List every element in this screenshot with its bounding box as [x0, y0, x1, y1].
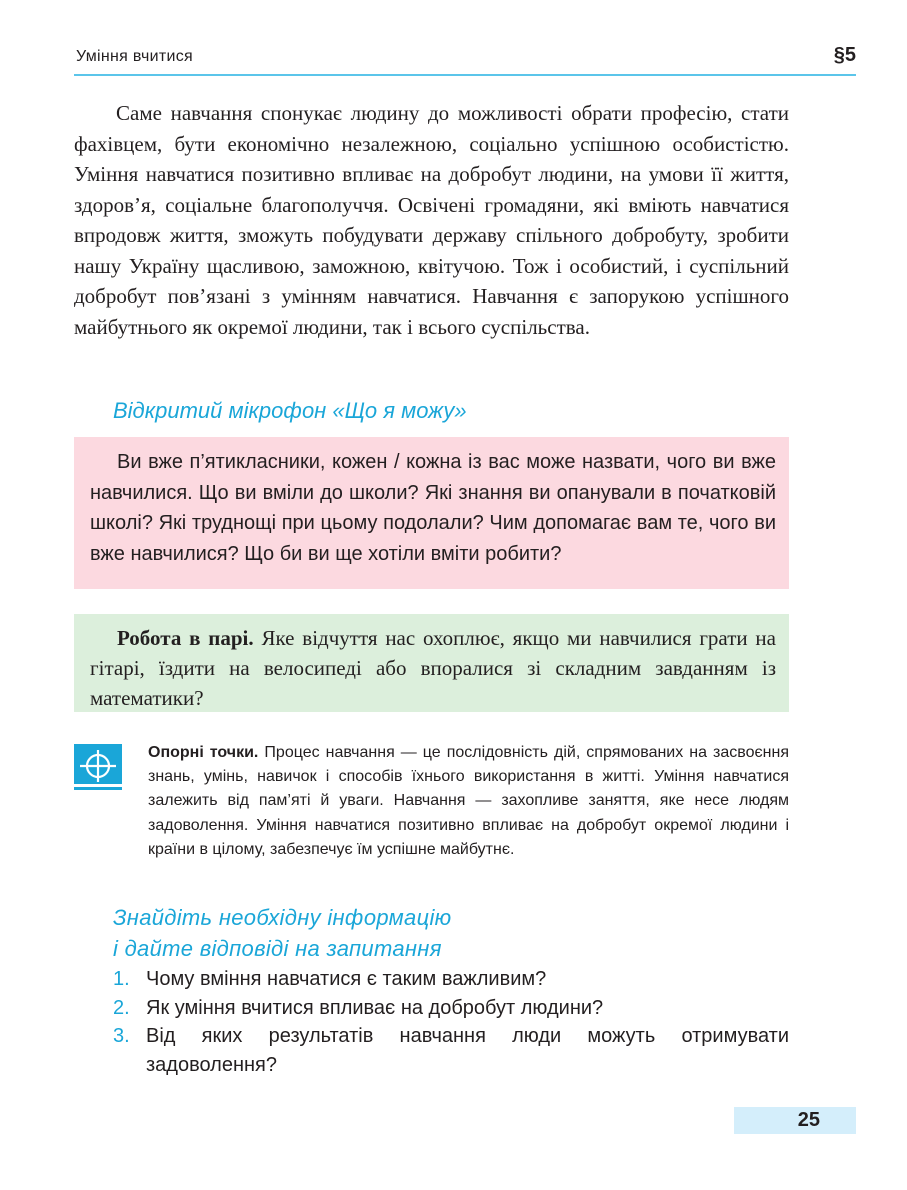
task-heading-line-2: і дайте відповіді на запитання: [113, 936, 442, 961]
pair-work-box: [74, 614, 789, 712]
page-header: [74, 40, 856, 76]
key-points-paragraph: [148, 741, 789, 862]
question-text: Чому вміння навчатися є таким важливим?: [146, 968, 547, 990]
main-paragraph: Саме навчання спонукає людину до можливості обрати професію, стати фахівцем, бути економічно незалежною, соціально успішною особистістю. Уміння навчатися позитивно впливає на добробут людини, на умови її життя, здоров’я, соціальне благополуччя. Освічені громадяни, які вміють навчатися впродовж життя, зможуть побудувати державу спільного добробуту, зробити нашу Україну щасливою, заможною, квітучою. Тож і особистий, і суспільний добробут пов’язані з умінням навчатися. Навчання є запорукою успішного майбутнього як окремої людини, так і всього суспільства.: [74, 101, 789, 339]
question-item: [74, 994, 789, 1023]
section-number: §5: [833, 44, 856, 66]
task-heading: [113, 902, 452, 964]
target-icon: [74, 744, 122, 792]
question-text: Як уміння вчитися впливає на добробут людини?: [146, 996, 604, 1019]
question-text: Від яких результатів навчання люди можуть отримувати задоволення?: [146, 1025, 789, 1076]
open-mic-heading: Відкритий мікрофон «Що я можу»: [113, 398, 467, 423]
pair-work-paragraph: [90, 623, 776, 713]
key-points-label: Опорні точки.: [148, 744, 259, 761]
question-number: 2.: [113, 996, 130, 1019]
question-item: [74, 1022, 789, 1079]
page-number-box: [734, 1107, 856, 1134]
key-points-text: Процес навчання — це послідовність дій, спрямованих на засвоєння знань, умінь, навичок і способів їхнього використання в житті. Уміння навчатися залежить від пам’яті й уваги. Навчання — захопливе заняття, яке несе людям задоволення. Уміння навчатися позитивно впливає на добробут окремої людини і країни в цілому, забезпечує їм успішне майбутнє.: [148, 744, 790, 858]
question-number: 3.: [113, 1025, 130, 1047]
pair-work-label: Робота в парі.: [117, 626, 254, 650]
task-heading-line-1: Знайдіть необхідну інформацію: [113, 905, 452, 930]
open-mic-text: Ви вже п’ятикласники, кожен / кожна із вас може назвати, чого ви вже навчилися. Що ви вміли до школи? Які знання ви опанували в початковій школі? Які труднощі при цьому подолали? Чим допомагає вам те, чого ви вже навчилися? Що би ви ще хотіли вміти робити?: [90, 451, 776, 565]
running-title: Уміння вчитися: [76, 48, 193, 65]
question-list: [74, 965, 789, 1079]
open-mic-box: [74, 437, 789, 589]
question-number: 1.: [113, 968, 130, 990]
pair-work-text: Яке відчуття нас охоплює, якщо ми навчилися грати на гітарі, їздити на велосипеді або впоралися зі складним завданням із математики?: [90, 626, 776, 710]
page-number: 25: [797, 1109, 820, 1131]
question-item: [74, 965, 789, 994]
